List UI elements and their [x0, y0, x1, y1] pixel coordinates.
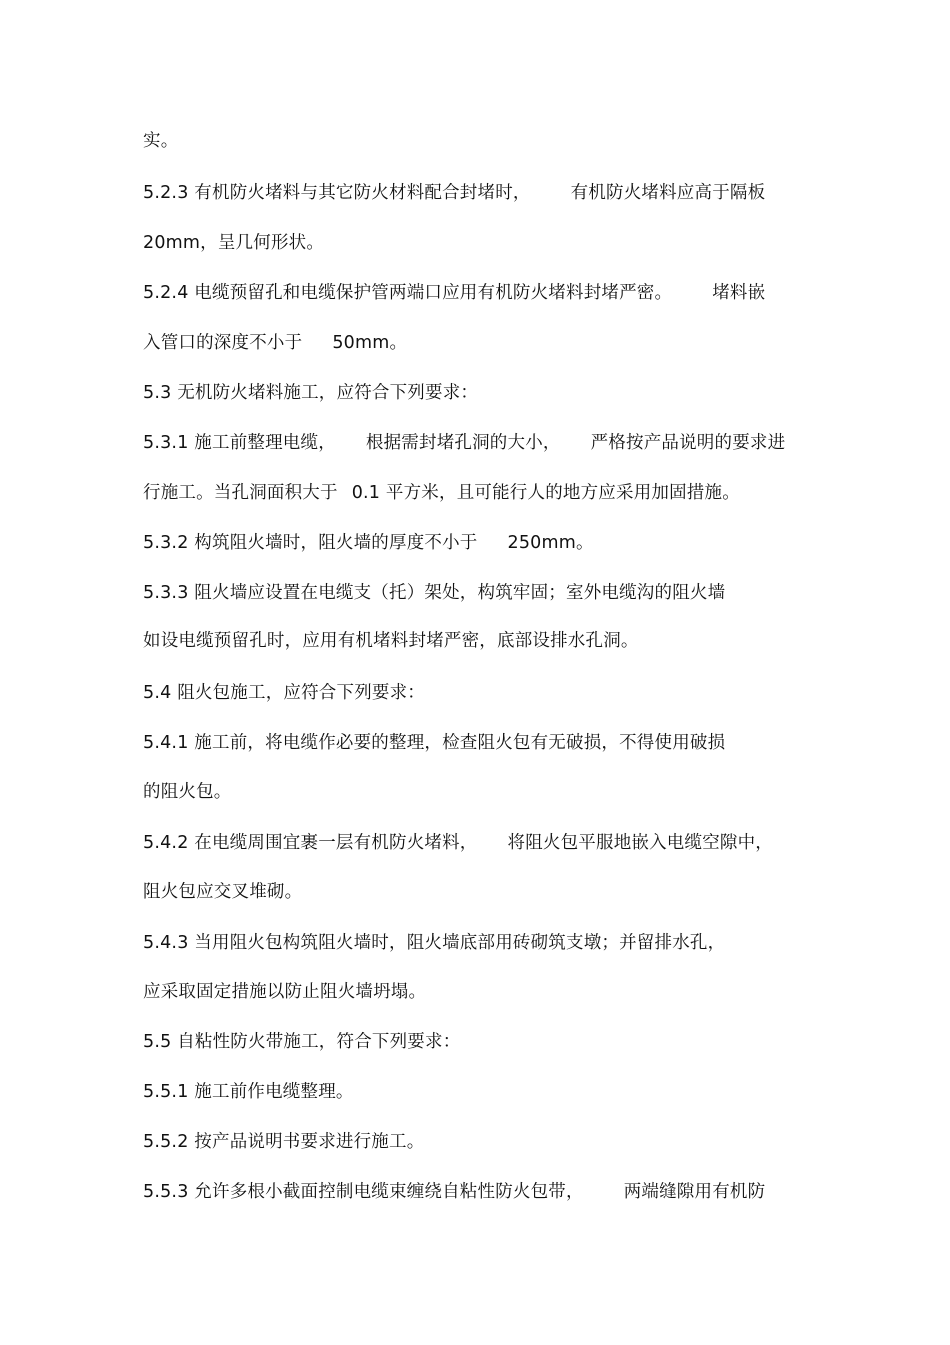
text-segment: 入管口的深度不小于 — [143, 333, 303, 353]
text-line — [143, 1130, 424, 1154]
text-segment: 5.5.2 按产品说明书要求进行施工。 — [143, 1132, 425, 1152]
text-segment: 有机防火堵料应高于隔板 — [570, 183, 766, 203]
text-line — [143, 1030, 460, 1054]
text-segment: 250mm。 — [507, 533, 594, 553]
text-segment: 两端缝隙用有机防 — [623, 1182, 766, 1202]
text-segment: 的阻火包。 — [143, 782, 232, 802]
text-segment: 5.5.3 允许多根小截面控制电缆束缠绕自粘性防火包带， — [143, 1182, 584, 1202]
text-segment: 5.3 无机防火堵料施工，应符合下列要求： — [143, 383, 479, 403]
text-segment: 5.5.1 施工前作电缆整理。 — [143, 1082, 354, 1102]
text-line — [143, 880, 302, 904]
text-line — [143, 1080, 354, 1104]
text-line — [143, 129, 178, 153]
text-segment: 5.2.4 电缆预留孔和电缆保护管两端口应用有机防火堵料封堵严密。 — [143, 283, 673, 303]
text-line — [143, 681, 425, 705]
text-line — [143, 181, 765, 205]
text-segment: 5.4.1 施工前，将电缆作必要的整理，检查阻火包有无破损，不得使用破损 — [143, 733, 726, 753]
text-line — [143, 931, 725, 955]
text-segment: 应采取固定措施以防止阻火墙坍塌。 — [143, 982, 427, 1002]
text-segment: 5.4.3 当用阻火包构筑阻火墙时，阻火墙底部用砖砌筑支墩；并留排水孔， — [143, 933, 726, 953]
text-line — [143, 381, 478, 405]
text-line — [143, 731, 725, 755]
text-segment: 5.3.2 构筑阻火墙时，阻火墙的厚度不小于 — [143, 533, 478, 553]
text-line — [143, 831, 773, 855]
text-segment: 5.3.1 施工前整理电缆， — [143, 433, 336, 453]
text-segment: 将阻火包平服地嵌入电缆空隙中， — [507, 833, 773, 853]
text-segment: 50mm。 — [332, 333, 408, 353]
text-line — [143, 231, 324, 255]
text-line — [143, 629, 639, 653]
text-line — [143, 780, 232, 804]
text-line — [143, 581, 725, 605]
text-segment: 5.4.2 在电缆周围宜裹一层有机防火堵料， — [143, 833, 478, 853]
text-segment: 阻火包应交叉堆砌。 — [143, 882, 303, 902]
text-segment: 实。 — [143, 131, 179, 151]
text-line — [143, 281, 765, 305]
text-segment: 如设电缆预留孔时，应用有机堵料封堵严密，底部设排水孔洞。 — [143, 631, 639, 651]
text-line — [143, 1180, 765, 1204]
text-segment: 5.4 阻火包施工，应符合下列要求： — [143, 683, 425, 703]
text-line — [143, 431, 785, 455]
text-segment: 行施工。当孔洞面积大于 — [143, 483, 338, 503]
text-segment: 5.3.3 阻火墙应设置在电缆支（托）架处，构筑牢固；室外电缆沟的阻火墙 — [143, 583, 726, 603]
text-segment: 5.5 自粘性防火带施工，符合下列要求： — [143, 1032, 461, 1052]
text-line — [143, 531, 594, 555]
text-segment: 0.1 平方米，且可能行人的地方应采用加固措施。 — [351, 483, 740, 503]
text-line — [143, 980, 426, 1004]
text-segment: 堵料嵌 — [712, 283, 766, 303]
text-line — [143, 331, 407, 355]
text-segment: 根据需封堵孔洞的大小， — [365, 433, 561, 453]
text-segment: 5.2.3 有机防火堵料与其它防火材料配合封堵时， — [143, 183, 531, 203]
text-line — [143, 481, 740, 505]
text-segment: 20mm，呈几何形状。 — [143, 233, 325, 253]
text-segment: 严格按产品说明的要求进 — [590, 433, 786, 453]
